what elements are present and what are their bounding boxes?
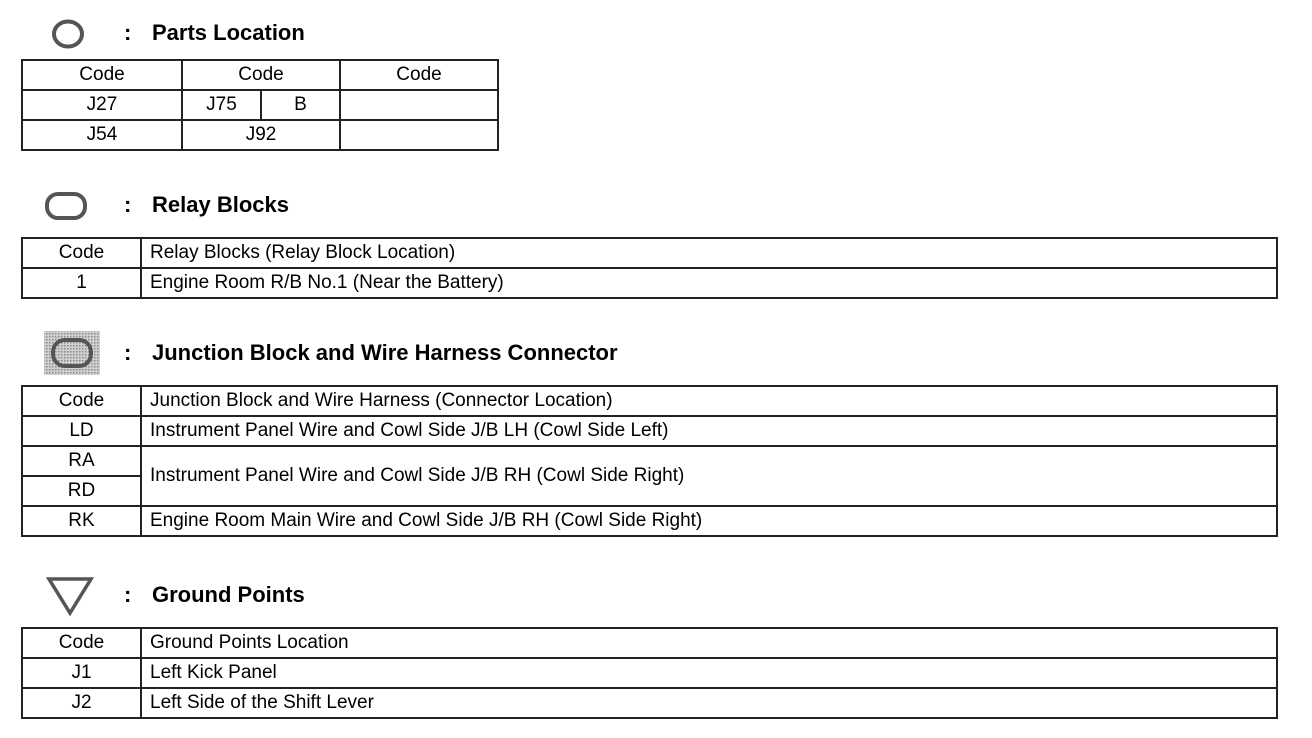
ground-points-colon: : bbox=[124, 582, 132, 607]
code-cell: J27 bbox=[22, 90, 182, 120]
code-cell: J2 bbox=[22, 688, 141, 718]
header-cell: Code bbox=[22, 238, 141, 268]
header-cell: Code bbox=[22, 60, 182, 90]
code-cell: RA bbox=[22, 446, 141, 476]
parts-location-header bbox=[0, 15, 900, 51]
parts-location-title: Parts Location bbox=[152, 20, 305, 45]
location-cell: Left Side of the Shift Lever bbox=[141, 688, 1277, 718]
parts-location-table bbox=[21, 59, 499, 151]
shaded-rounded-rectangle-icon bbox=[43, 330, 101, 376]
parts-location-colon: : bbox=[124, 20, 132, 45]
code-cell: LD bbox=[22, 416, 141, 446]
code-cell: 1 bbox=[22, 268, 141, 298]
empty-cell bbox=[340, 120, 498, 150]
circle-icon bbox=[50, 18, 86, 50]
junction-block-colon: : bbox=[124, 340, 132, 365]
table-row bbox=[22, 416, 1277, 446]
code-cell: B bbox=[261, 90, 340, 120]
code-cell: RD bbox=[22, 476, 141, 506]
table-header-row bbox=[22, 238, 1277, 268]
header-cell: Code bbox=[22, 386, 141, 416]
table-row bbox=[22, 506, 1277, 536]
down-triangle-icon bbox=[45, 575, 95, 617]
header-cell: Code bbox=[182, 60, 340, 90]
table-row bbox=[22, 268, 1277, 298]
table-row bbox=[22, 446, 1277, 476]
rounded-rectangle-icon bbox=[44, 191, 88, 221]
table-header-row bbox=[22, 386, 1277, 416]
header-cell: Junction Block and Wire Harness (Connector Location) bbox=[141, 386, 1277, 416]
header-cell: Ground Points Location bbox=[141, 628, 1277, 658]
code-cell: RK bbox=[22, 506, 141, 536]
relay-blocks-table bbox=[21, 237, 1278, 299]
table-header-row bbox=[22, 60, 498, 90]
code-cell: J92 bbox=[182, 120, 340, 150]
header-cell: Relay Blocks (Relay Block Location) bbox=[141, 238, 1277, 268]
location-cell: Left Kick Panel bbox=[141, 658, 1277, 688]
table-row bbox=[22, 120, 498, 150]
junction-block-title: Junction Block and Wire Harness Connector bbox=[152, 340, 618, 365]
table-row bbox=[22, 688, 1277, 718]
ground-points-header bbox=[0, 577, 900, 613]
relay-blocks-colon: : bbox=[124, 192, 132, 217]
table-row bbox=[22, 90, 498, 120]
location-cell: Engine Room R/B No.1 (Near the Battery) bbox=[141, 268, 1277, 298]
header-cell: Code bbox=[22, 628, 141, 658]
ground-points-title: Ground Points bbox=[152, 582, 305, 607]
junction-block-header bbox=[0, 335, 900, 371]
ground-points-table bbox=[21, 627, 1278, 719]
table-header-row bbox=[22, 628, 1277, 658]
relay-blocks-header bbox=[0, 187, 900, 223]
code-cell: J75 bbox=[182, 90, 261, 120]
empty-cell bbox=[340, 90, 498, 120]
code-cell: J1 bbox=[22, 658, 141, 688]
junction-block-table bbox=[21, 385, 1278, 537]
table-row bbox=[22, 658, 1277, 688]
location-cell: Instrument Panel Wire and Cowl Side J/B LH (Cowl Side Left) bbox=[141, 416, 1277, 446]
header-cell: Code bbox=[340, 60, 498, 90]
location-cell: Engine Room Main Wire and Cowl Side J/B RH (Cowl Side Right) bbox=[141, 506, 1277, 536]
location-cell: Instrument Panel Wire and Cowl Side J/B RH (Cowl Side Right) bbox=[141, 446, 1277, 506]
code-cell: J54 bbox=[22, 120, 182, 150]
relay-blocks-title: Relay Blocks bbox=[152, 192, 289, 217]
